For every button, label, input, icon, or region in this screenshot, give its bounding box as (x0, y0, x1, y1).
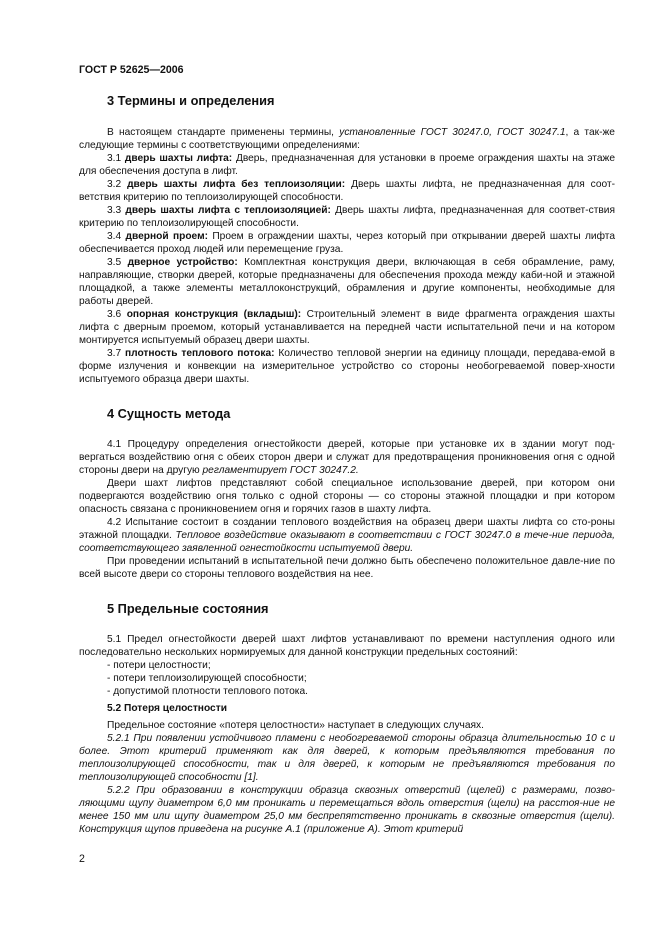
s5-paragraph-5-1: 5.1 Предел огнестойкости дверей шахт лифтов устанавливают по времени наступления одного или последовательно нескольких нормируемых для данной конструкции предельных состояний: (79, 634, 615, 658)
term-3-4: 3.4 дверной проем: Проем в ограждении шахты, через который при открывании дверей шахты лифта обеспечивается проход людей или перемещение груза. (79, 231, 615, 255)
s4-paragraph-pressure: При проведении испытаний в испытательной печи должно быть обеспечено положительное давле-ние по всей высоте двери со стороны теплового воздействия на нее. (79, 556, 615, 580)
s4-paragraph-4-2: 4.2 Испытание состоит в создании теплового воздействия на образец двери шахты лифта со сто-роны этажной площадки. Тепловое воздействие оказывают в соответствии с ГОСТ 30247.0 в тече-ние периода, соответствующего заявленной огнестойкости испытуемой двери. (79, 517, 615, 554)
term-3-2: 3.2 дверь шахты лифта без теплоизоляции: Дверь шахты лифта, не предназначенная для соот-ветствия критерию по теплоизолирующей способности. (79, 179, 616, 203)
term-3-7: 3.7 плотность теплового потока: Количество тепловой энергии на единицу площади, передава-емой в форме излучения и конвекции на измерительное устройство со стороны необогреваемой повер-хности испытуемого образца двери шахты. (79, 348, 615, 385)
section-3-title: 3 Термины и определения (107, 93, 275, 108)
term-3-1: 3.1 дверь шахты лифта: Дверь, предназначенная для установки в проеме ограждения шахты на этаже для обеспечения доступа в лифт. (79, 153, 616, 177)
list-item: - допустимой плотности теплового потока. (107, 686, 308, 697)
list-item: - потери целостности; (107, 660, 211, 671)
term-3-6: 3.6 опорная конструкция (вкладыш): Строительный элемент в виде фрагмента ограждения шахты лифта с дверным проемом, который устанавливается на передней части испытательной печи и на котором монтируется испытуемый образец двери шахты. (79, 309, 615, 346)
section-4-title: 4 Сущность метода (107, 406, 231, 421)
s5-paragraph-integrity: Предельное состояние «потеря целостности» наступает в следующих случаях. (107, 720, 484, 731)
page-number: 2 (79, 853, 85, 865)
s5-paragraph-5-2-2: 5.2.2 При образовании в конструкции образца сквозных отверстий (щелей) с размерами, позво-ляющими щупу диаметром 6,0 мм проникать и перемещаться вдоль отверстия (щели) на расстоя-ние не менее 150 мм или щупу диаметром 25,0 мм беспрепятственно проникать в сквозные отверстия (щели). Конструкция щупов приведена на рисунке А.1 (приложение А). Этот критерий (79, 785, 615, 835)
s3-intro: В настоящем стандарте применены термины, установленные ГОСТ 30247.0, ГОСТ 30247.1, а так-же следующие термины с соответствующими определениями: (79, 127, 615, 151)
s4-paragraph-4-1: 4.1 Процедуру определения огнестойкости дверей, которые при установке их в здании могут под-вергаться воздействию огня с обеих сторон двери и служат для предотвращения проникновения огня с одной стороны двери на другую регламентирует ГОСТ 30247.2. (79, 439, 615, 476)
list-item: - потери теплоизолирующей способности; (107, 673, 307, 684)
subsection-5-2-title: 5.2 Потеря целостности (107, 703, 227, 714)
document-header: ГОСТ Р 52625—2006 (79, 64, 184, 76)
term-3-3: 3.3 дверь шахты лифта с теплоизоляцией: Дверь шахты лифта, предназначенная для соответ-ствия критерию по теплоизолирующей способности. (79, 205, 615, 229)
s5-paragraph-5-2-1: 5.2.1 При появлении устойчивого пламени с необогреваемой стороны образца длительностью 10 с и более. Этот критерий применяют как для дверей, к которым предъявляются требования по теплоизолирующей способности, так и для дверей, к которым не предъявляются требования по теплоизолирующей способности [1]. (79, 733, 615, 783)
s4-paragraph-lift-doors: Двери шахт лифтов представляют собой специальное использование дверей, при котором они подвергаются воздействию огня только с одной стороны — со стороны этажной площадки и при котором опасность связана с проникновением огня и горячих газов в шахту лифта. (79, 478, 615, 515)
document-page (79, 64, 615, 836)
term-3-5: 3.5 дверное устройство: Комплектная конструкция двери, включающая в себя обрамление, раму, направляющие, створки дверей, которые предназначены для обеспечения прохода между каби-ной и этажной площадкой, а также элементы металлоконструкций, обрамления и другие компоненты, необходимые для работы дверей. (79, 257, 616, 307)
section-5-title: 5 Предельные состояния (107, 601, 269, 616)
